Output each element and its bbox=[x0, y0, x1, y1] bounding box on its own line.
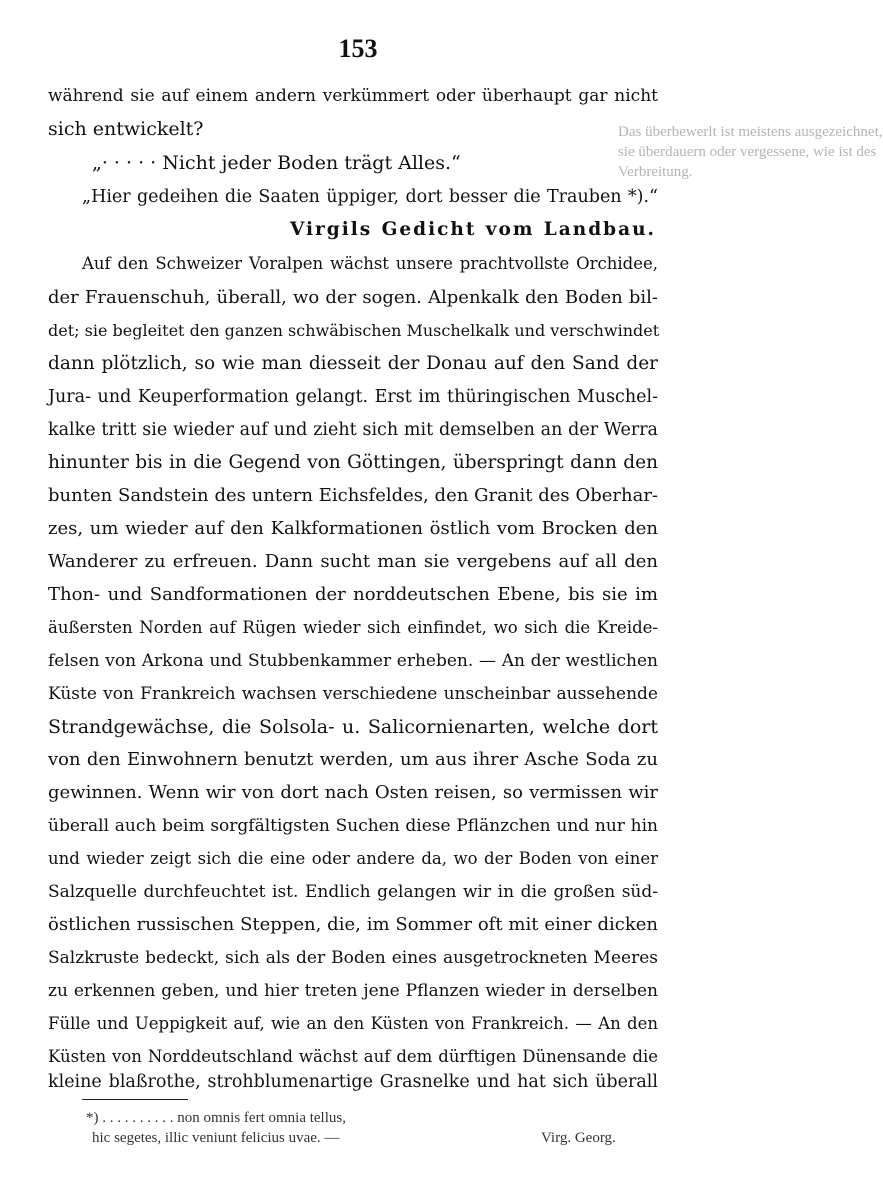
text-line: bunten Sandstein des untern Eichsfeldes, den Granit des Oberhar- bbox=[48, 485, 658, 506]
bleed-through-line: Verbreitung. bbox=[618, 164, 693, 180]
quote-line: „· · · · · Nicht jeder Boden trägt Alles.“ bbox=[92, 152, 461, 174]
text-line: gewinnen. Wenn wir von dort nach Osten reisen, so vermissen wir bbox=[48, 782, 658, 803]
text-line: äußersten Norden auf Rügen wieder sich einfindet, wo sich die Kreide- bbox=[48, 618, 658, 637]
text-line: kalke tritt sie wieder auf und zieht sich mit demselben an der Werra bbox=[48, 420, 658, 440]
text-line: Thon- und Sandformationen der norddeutschen Ebene, bis sie im bbox=[48, 584, 658, 605]
text-line: Salzkruste bedeckt, sich als der Boden eines ausgetrockneten Meeres bbox=[48, 948, 658, 968]
footnote-line: hic segetes, illic veniunt felicius uvae. — bbox=[92, 1130, 340, 1146]
bleed-through-line: sie überdauern oder vergessene, wie ist des bbox=[618, 144, 877, 160]
text-line: Küsten von Norddeutschland wächst auf dem dürftigen Dünensande die bbox=[48, 1047, 658, 1066]
bleed-through-line: Das überbewerlt ist meistens ausgezeichnet, bbox=[618, 124, 883, 140]
paragraph-first-line: Auf den Schweizer Voralpen wächst unsere prachtvollste Orchidee, bbox=[82, 254, 658, 273]
text-line: zu erkennen geben, und hier treten jene Pflanzen wieder in derselben bbox=[48, 981, 658, 1001]
text-line: dann plötzlich, so wie man diesseit der Donau auf den Sand der bbox=[48, 353, 658, 374]
text-line: Küste von Frankreich wachsen verschiedene unscheinbar aussehende bbox=[48, 684, 658, 704]
text-line: Salzquelle durchfeuchtet ist. Endlich gelangen wir in die großen süd- bbox=[48, 882, 658, 902]
text-line: Strandgewächse, die Solsola- u. Salicornienarten, welche dort bbox=[48, 716, 658, 738]
text-line: kleine blaßrothe, strohblumenartige Grasnelke und hat sich überall bbox=[48, 1072, 658, 1092]
text-line: und wieder zeigt sich die eine oder andere da, wo der Boden von einer bbox=[48, 849, 658, 868]
text-line: der Frauenschuh, überall, wo der sogen. Alpenkalk den Boden bil- bbox=[48, 287, 658, 308]
footnote-rule bbox=[82, 1099, 188, 1100]
text-line: sich entwickelt? bbox=[48, 118, 204, 140]
text-line: Jura- und Keuperformation gelangt. Erst im thüringischen Muschel- bbox=[48, 387, 658, 407]
page-number: 153 bbox=[338, 34, 378, 63]
text-line: zes, um wieder auf den Kalkformationen östlich vom Brocken den bbox=[48, 518, 658, 539]
text-line: Wanderer zu erfreuen. Dann sucht man sie vergebens auf all den bbox=[48, 551, 658, 572]
text-line: östlichen russischen Steppen, die, im Sommer oft mit einer dicken bbox=[48, 914, 658, 935]
text-line: Fülle und Ueppigkeit auf, wie an den Küsten von Frankreich. — An den bbox=[48, 1014, 658, 1033]
quote-line: „Hier gedeihen die Saaten üppiger, dort besser die Trauben *).“ bbox=[82, 187, 658, 207]
text-line: felsen von Arkona und Stubbenkammer erheben. — An der westlichen bbox=[48, 651, 658, 671]
text-line: während sie auf einem andern verkümmert oder überhaupt gar nicht bbox=[48, 86, 658, 106]
footnote-source: Virg. Georg. bbox=[541, 1130, 616, 1146]
text-line: überall auch beim sorgfältigsten Suchen diese Pflänzchen und nur hin bbox=[48, 816, 658, 836]
footnote-line: *) . . . . . . . . . . non omnis fert omnia tellus, bbox=[86, 1110, 346, 1126]
text-line: det; sie begleitet den ganzen schwäbischen Muschelkalk und verschwindet bbox=[48, 321, 660, 340]
quote-citation: Virgils Gedicht vom Landbau. bbox=[290, 219, 656, 240]
text-line: hinunter bis in die Gegend von Göttingen, überspringt dann den bbox=[48, 452, 658, 473]
text-line: von den Einwohnern benutzt werden, um aus ihrer Asche Soda zu bbox=[48, 749, 658, 770]
